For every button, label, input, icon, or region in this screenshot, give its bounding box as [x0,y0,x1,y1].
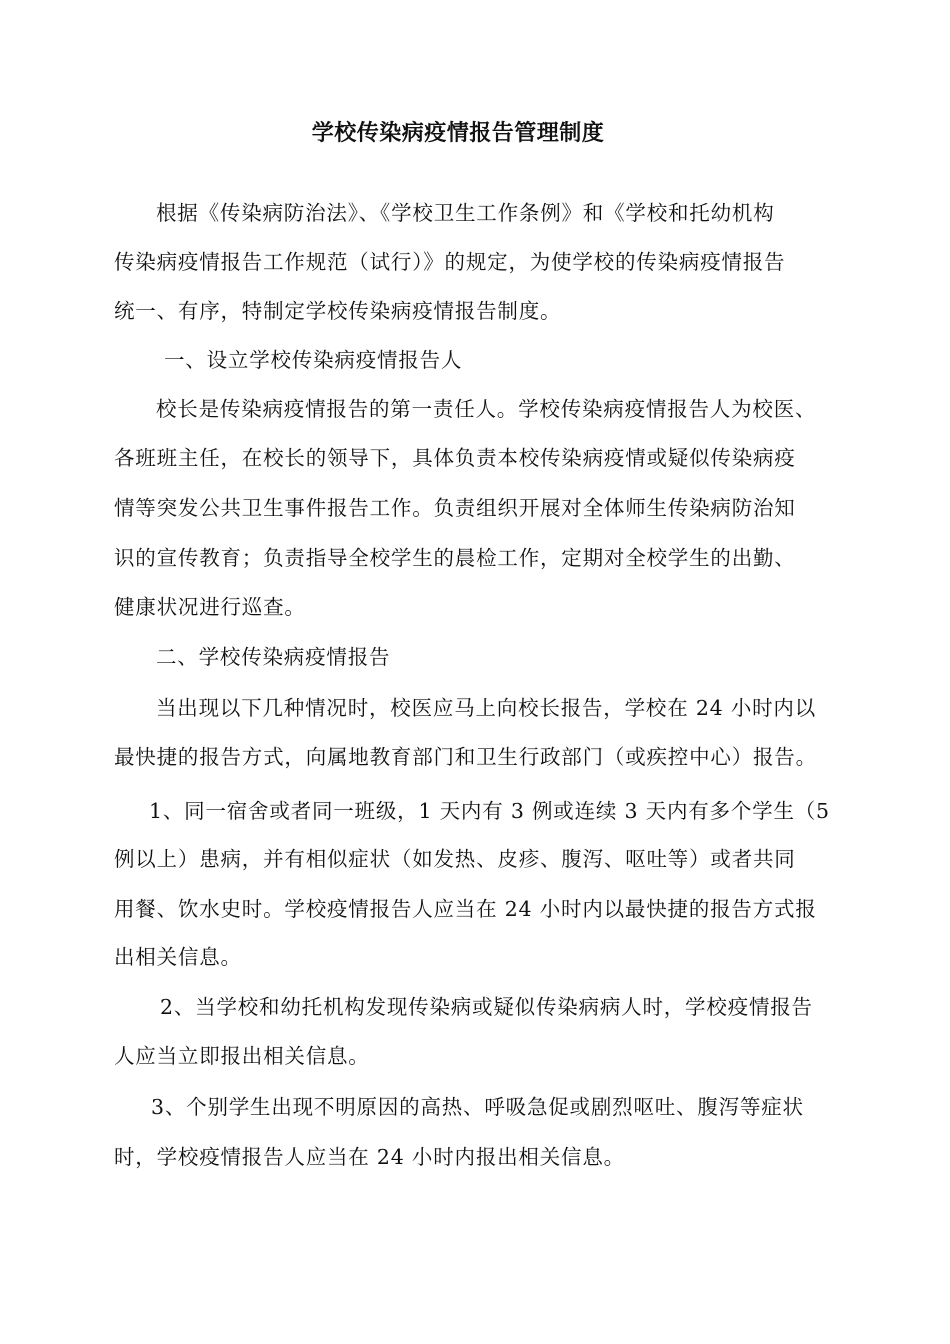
item-3-line-2: 时，学校疫情报告人应当在 24 小时内报出相关信息。 [114,1145,625,1169]
document-title: 学校传染病疫情报告管理制度 [311,121,605,146]
para-intro-line-2: 传染病疫情报告工作规范（试行）》的规定，为使学校的传染病疫情报告 [114,250,786,274]
item-2-line-2: 人应当立即报出相关信息。 [114,1044,370,1068]
section-1-line-3: 情等突发公共卫生事件报告工作。负责组织开展对全体师生传染病防治知 [114,496,796,520]
para-intro-line-1: 根据《传染病防治法》、《学校卫生工作条例》和《学校和托幼机构 [156,201,775,225]
item-2-line-1: 2、当学校和幼托机构发现传染病或疑似传染病病人时，学校疫情报告 [160,995,813,1019]
section-2-line-1: 当出现以下几种情况时，校医应马上向校长报告，学校在 24 小时内以 [156,696,817,720]
item-1-line-4: 出相关信息。 [114,945,242,969]
item-1-line-3: 用餐、饮水史时。学校疫情报告人应当在 24 小时内以最快捷的报告方式报 [114,897,817,921]
section-1-line-2: 各班班主任，在校长的领导下，具体负责本校传染病疫情或疑似传染病疫 [114,446,796,470]
section-2-line-2: 最快捷的报告方式，向属地教育部门和卫生行政部门（或疾控中心）报告。 [114,745,817,769]
item-3-line-1: 3、个别学生出现不明原因的高热、呼吸急促或剧烈呕吐、腹泻等症状 [151,1095,804,1119]
item-1-line-2: 例以上）患病，并有相似症状（如发热、皮疹、腹泻、呕吐等）或者共同 [114,847,796,871]
section-1-line-4: 识的宣传教育；负责指导全校学生的晨检工作，定期对全校学生的出勤、 [114,546,796,570]
section-heading-2: 二、学校传染病疫情报告 [156,645,391,669]
section-1-line-5: 健康状况进行巡查。 [114,595,306,619]
item-1-line-1: 1、同一宿舍或者同一班级，1 天内有 3 例或连续 3 天内有多个学生（5 [149,799,830,823]
section-heading-1: 一、设立学校传染病疫情报告人 [164,348,463,372]
section-1-line-1: 校长是传染病疫情报告的第一责任人。学校传染病疫情报告人为校医、 [156,397,817,421]
para-intro-line-3: 统一、有序，特制定学校传染病疫情报告制度。 [114,299,562,323]
